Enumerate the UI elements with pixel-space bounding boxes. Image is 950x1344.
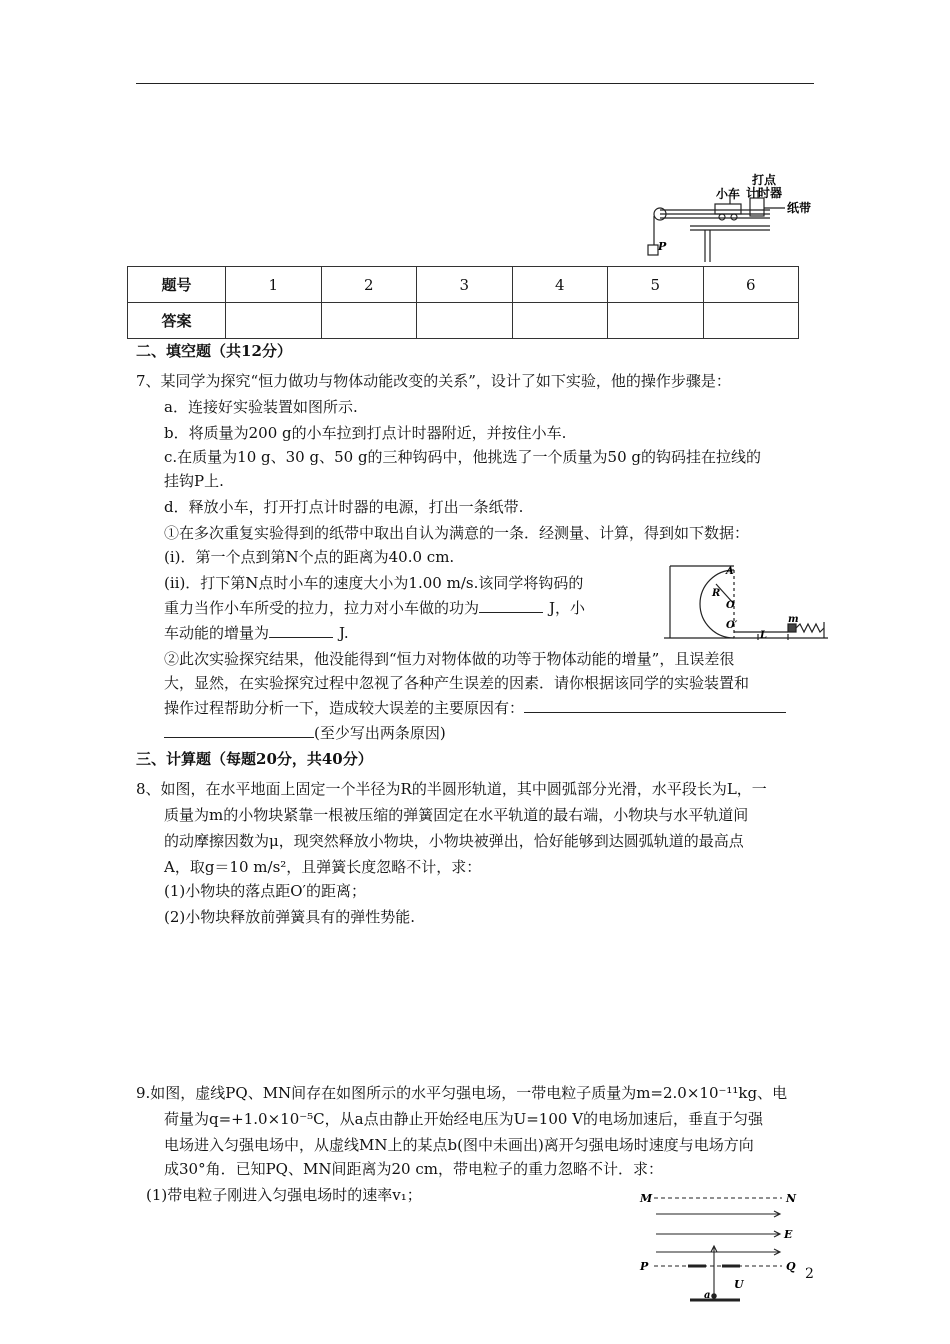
q7-step-c-1: c.在质量为10 g、30 g、50 g的三种钩码中，他挑选了一个质量为50 g的钩码挂在拉线的: [164, 448, 762, 466]
figure-semicircle-track: [660, 562, 832, 644]
table-number: 5: [608, 267, 704, 303]
q7-reason-blank-1[interactable]: [524, 712, 786, 713]
q7-reason-blank-2[interactable]: [164, 737, 314, 738]
q7-item-ii-2: [164, 597, 585, 619]
q7-ke-blank[interactable]: [269, 637, 333, 638]
fig1-p-label: P: [658, 240, 667, 253]
section2-title: 二、填空题（共12分）: [136, 342, 292, 360]
fig2-o2-label: O′: [726, 620, 738, 631]
fig2-o-label: O: [726, 600, 735, 611]
q9-line-3: 电场进入匀强电场中，从虚线MN上的某点b(图中未画出)离开匀强电场时速度与电场方向: [164, 1136, 754, 1154]
fig3-u-label: U: [734, 1278, 744, 1291]
fig2-m-label: m: [788, 614, 799, 625]
figure-electric-field: [636, 1186, 806, 1318]
table-number: 2: [321, 267, 417, 303]
fig3-m-label: M: [640, 1192, 653, 1205]
q7-work-unit: J，小: [549, 599, 586, 617]
fig1-tape-label: 纸带: [787, 201, 812, 215]
q9-line-1: 9.如图，虚线PQ、MN间存在如图所示的水平匀强电场，一带电粒子质量为m=2.0×10⁻¹¹kg、电: [136, 1084, 788, 1102]
q7-work-blank[interactable]: [479, 612, 543, 613]
q8-line-4: A，取g＝10 m/s²，且弹簧长度忽略不计，求：: [164, 858, 482, 876]
q7-line-1: 7、某同学为探究“恒力做功与物体动能改变的关系”，设计了如下实验，他的操作步骤是：: [136, 372, 731, 390]
table-number: 6: [703, 267, 799, 303]
q7-ke-text: 车动能的增量为: [164, 624, 270, 642]
fig3-e-label: E: [784, 1228, 793, 1241]
fig2-a-label: A: [726, 566, 734, 577]
q8-line-3: 的动摩擦因数为μ，现突然释放小物块，小物块被弹出，恰好能够到达圆弧轨道的最高点: [164, 832, 744, 850]
q7-reason-text: 操作过程帮助分析一下，造成较大误差的主要原因有：: [164, 699, 525, 717]
fig3-q-label: Q: [786, 1260, 796, 1273]
q9-line-4: 成30°角．已知PQ、MN间距离为20 cm，带电粒子的重力忽略不计．求：: [164, 1160, 663, 1178]
q8-line-2: 质量为m的小物块紧靠一根被压缩的弹簧固定在水平轨道的最右端，小物块与水平轨道间: [164, 806, 749, 824]
table-number: 4: [512, 267, 608, 303]
q7-ke-unit: J.: [339, 624, 349, 642]
q7-work-text: 重力当作小车所受的拉力，拉力对小车做的功为: [164, 599, 480, 617]
q8-line-1: 8、如图，在水平地面上固定一个半径为R的半圆形轨道，其中圆弧部分光滑，水平段长为L，一: [136, 780, 767, 798]
fig1-timer-label-1: 打点: [752, 173, 777, 187]
q7-item-ii-1: (ⅱ)．打下第N点时小车的速度大小为1.00 m/s.该同学将钩码的: [164, 574, 584, 592]
table-number: 3: [417, 267, 513, 303]
q9-line-2: 荷量为q=+1.0×10⁻⁵C，从a点由静止开始经电压为U=100 V的电场加速后，垂直于匀强: [164, 1110, 764, 1128]
q8-sub-1: (1)小物块的落点距O′的距离；: [164, 882, 366, 900]
table-row: [128, 267, 799, 303]
answer-cell[interactable]: [608, 303, 704, 339]
q7-step-b: b．将质量为200 g的小车拉到打点计时器附近，并按住小车.: [164, 424, 567, 442]
answer-cell[interactable]: [321, 303, 417, 339]
answer-cell[interactable]: [226, 303, 322, 339]
q7-part-2-a: ②此次实验探究结果，他没能得到“恒力对物体做的功等于物体动能的增量”，且误差很: [164, 650, 735, 668]
fig1-car-label: 小车: [716, 187, 741, 201]
fig3-p-label: P: [640, 1260, 649, 1273]
fig1-timer-label-2: 计时器: [746, 186, 783, 200]
q7-part-2-d: [164, 722, 446, 744]
fig3-a-label: a: [704, 1290, 711, 1301]
header-rule: [136, 83, 814, 84]
table-row: [128, 303, 799, 339]
q7-part-2-b: 大，显然，在实验探究过程中忽视了各种产生误差的因素．请你根据该同学的实验装置和: [164, 674, 750, 692]
q7-reason-note: (至少写出两条原因): [314, 724, 446, 742]
fig3-n-label: N: [786, 1192, 797, 1205]
page-number: 2: [805, 1266, 814, 1282]
table-number: 1: [226, 267, 322, 303]
table-header-label: 题号: [128, 267, 226, 303]
q7-step-a: a．连接好实验装置如图所示.: [164, 398, 358, 416]
answer-table: [127, 266, 799, 339]
q7-part-1: ①在多次重复实验得到的纸带中取出自认为满意的一条．经测量、计算，得到如下数据：: [164, 524, 750, 542]
q7-step-d: d．释放小车，打开打点计时器的电源，打出一条纸带.: [164, 498, 524, 516]
answer-cell[interactable]: [512, 303, 608, 339]
section3-title: 三、计算题（每题20分，共40分）: [136, 750, 373, 768]
table-answer-label: 答案: [128, 303, 226, 339]
q8-sub-2: (2)小物块释放前弹簧具有的弹性势能.: [164, 908, 416, 926]
figure-cart-apparatus: [630, 170, 820, 270]
q7-part-2-c: [164, 697, 786, 719]
q7-item-ii-3: [164, 622, 349, 644]
answer-cell[interactable]: [703, 303, 799, 339]
answer-cell[interactable]: [417, 303, 513, 339]
fig2-r-label: R: [712, 588, 721, 599]
q9-sub-1: (1)带电粒子刚进入匀强电场时的速率v₁；: [146, 1186, 422, 1204]
q7-item-i: (ⅰ)．第一个点到第N个点的距离为40.0 cm.: [164, 548, 455, 566]
q7-step-c-2: 挂钩P上.: [164, 472, 224, 490]
fig2-l-label: L: [760, 630, 768, 641]
